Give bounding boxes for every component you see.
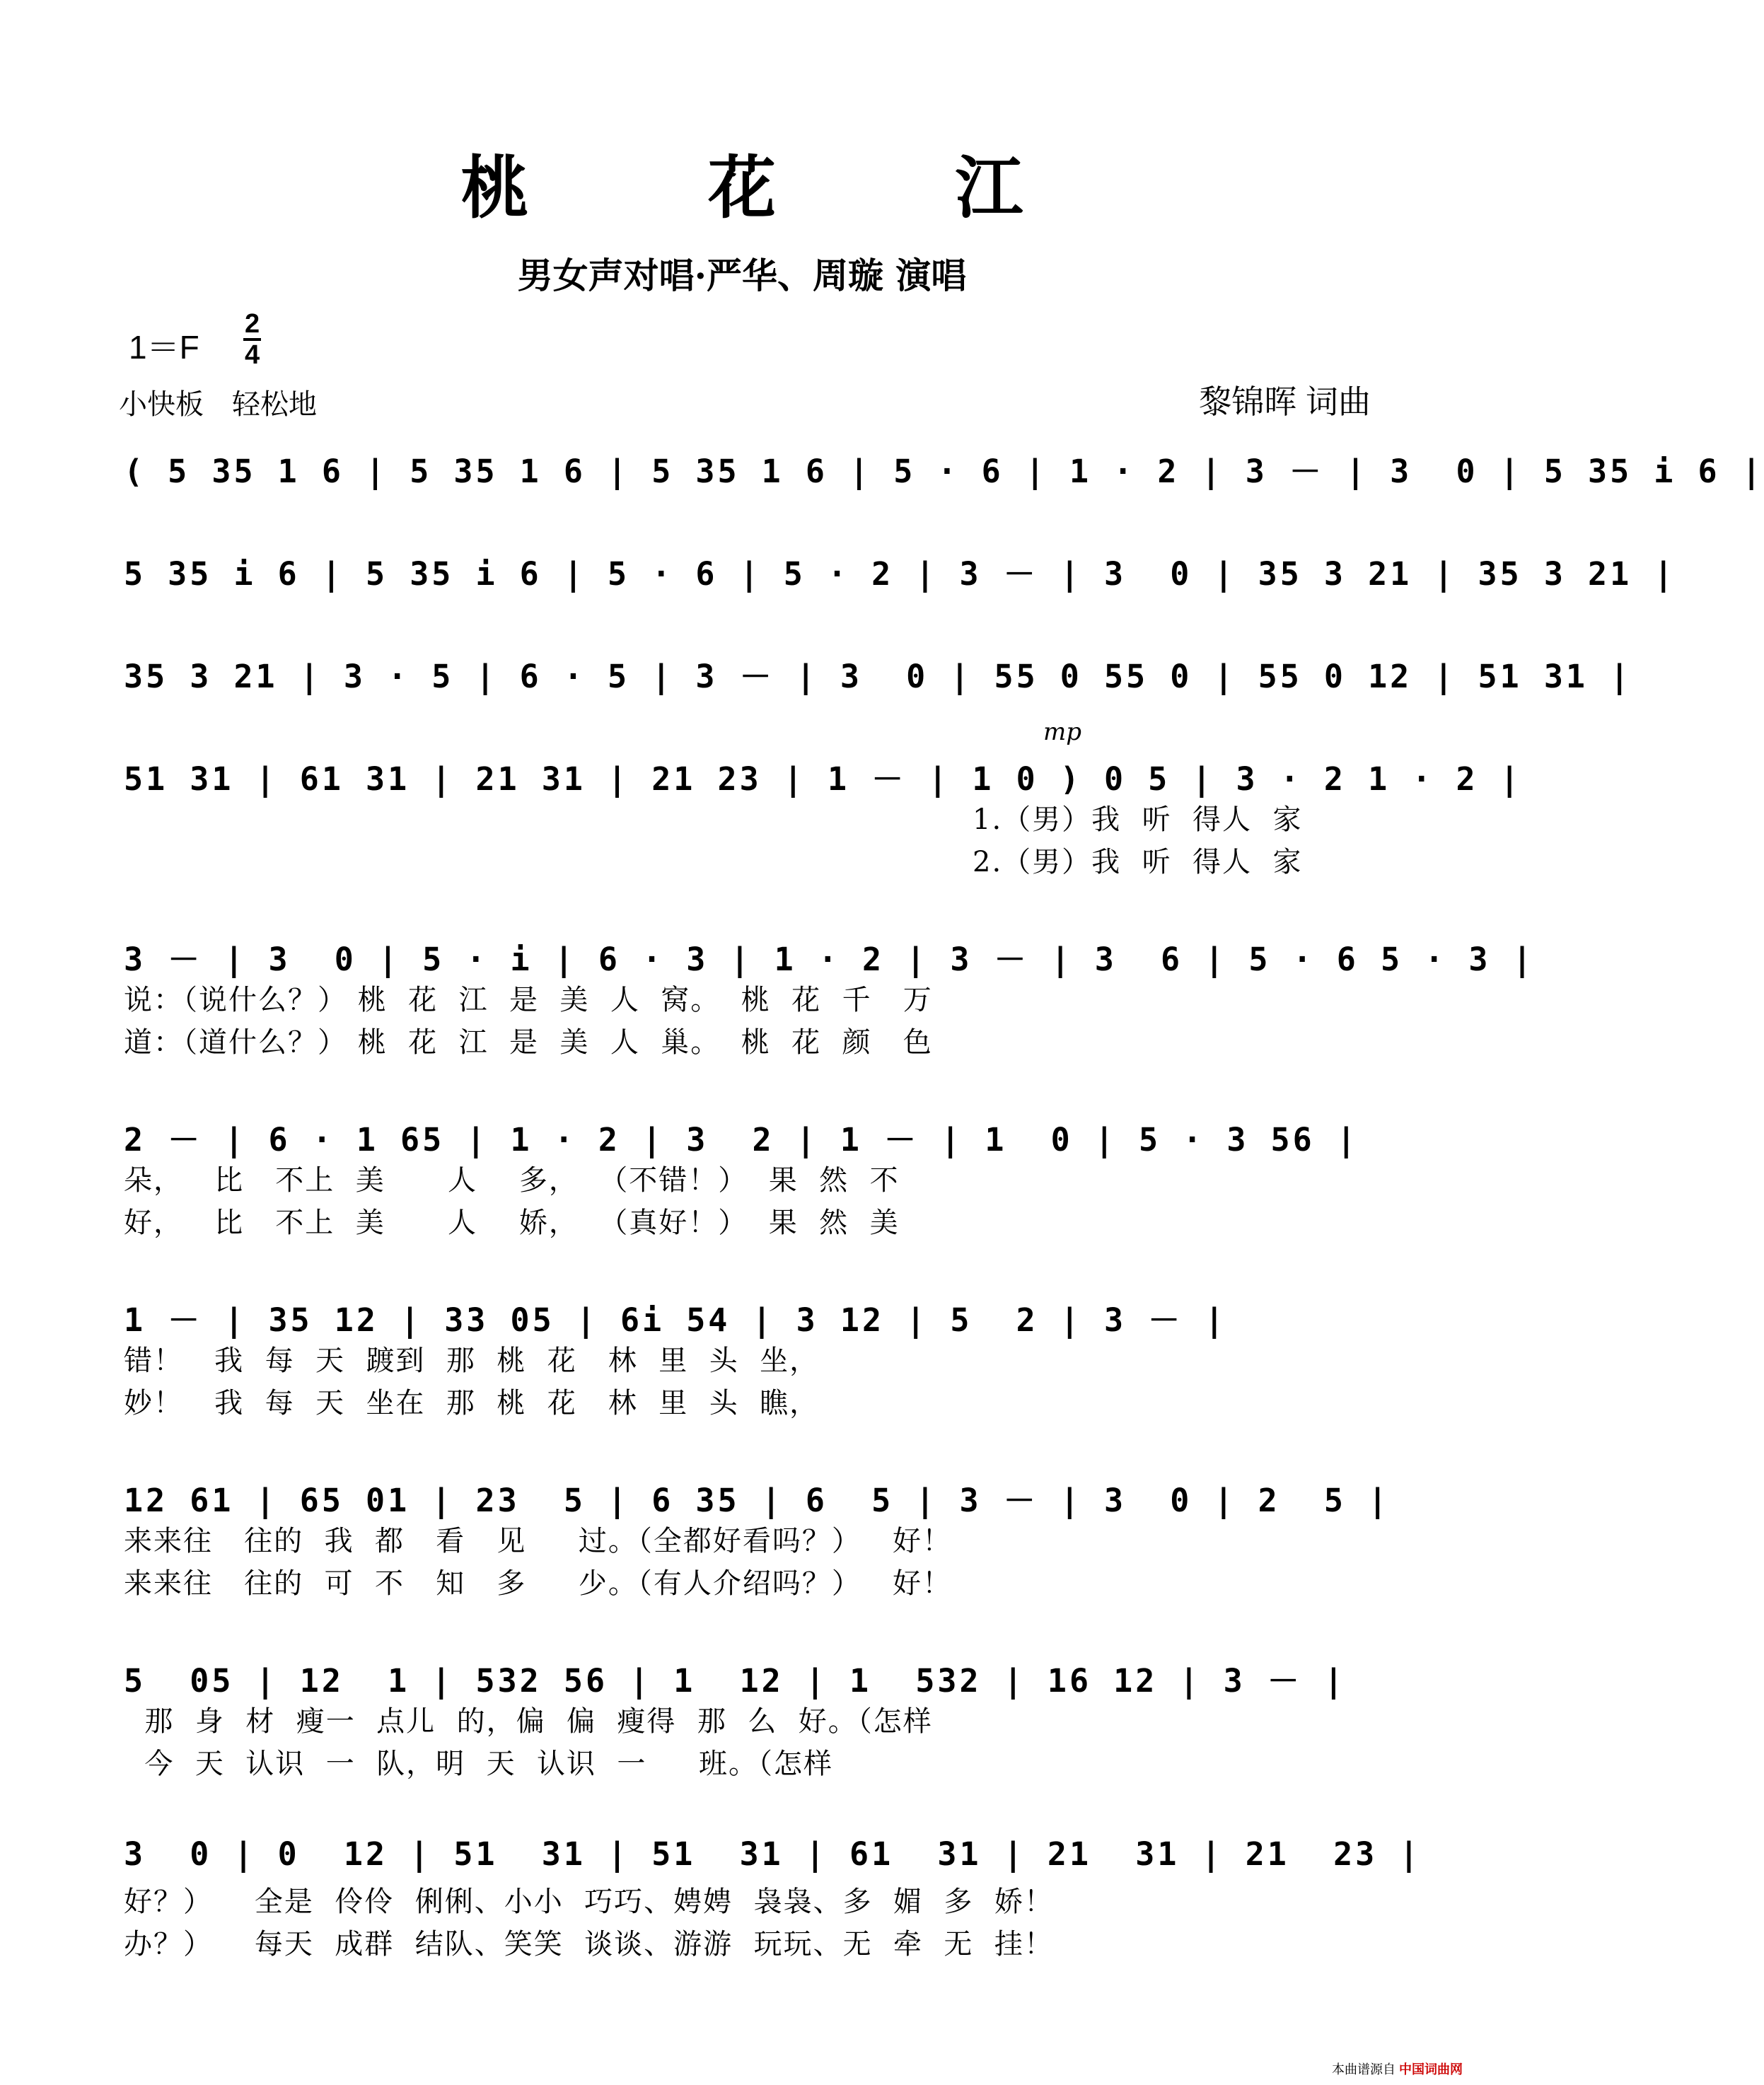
time-signature-top: 2 <box>243 310 261 341</box>
notation: 1 － | 35 12 | 33 05 | 6i 54 | 3 12 | 5 2 | 3 － | <box>124 1301 1227 1339</box>
lyric-verse-2: 来来往 往的 可 不 知 多 少。（有人介绍吗？） 好！ <box>124 1567 953 1600</box>
footer-prefix: 本曲谱源自 <box>1331 2062 1395 2077</box>
lyric-verse-2: 道：（道什么？） 桃 花 江 是 美 人 巢。 桃 花 颜 色 <box>124 1026 933 1059</box>
tempo-marking: 小快板 轻松地 <box>119 389 317 420</box>
notation: 5 35 i 6 | 5 35 i 6 | 5 · 6 | 5 · 2 | 3 － | 3 0 | 35 3 21 | 35 3 21 | <box>124 555 1676 593</box>
lyric-verse-1: 好？） 全是 伶伶 俐俐、小小 巧巧、娉娉 袅袅、多 媚 多 娇！ <box>124 1886 1054 1918</box>
subtitle: 男女声对唱·严华、周璇 演唱 <box>517 255 967 296</box>
notation: 3 0 | 0 12 | 51 31 | 51 31 | 61 31 | 21 31 | 21 23 | <box>124 1835 1422 1873</box>
lyric-verse-1: 1.（男）我 听 得人 家 <box>973 803 1303 836</box>
lyric-verse-2: 妙！ 我 每 天 坐在 那 桃 花 林 里 头 瞧， <box>124 1387 820 1419</box>
lyric-verse-1: 来来往 往的 我 都 看 见 过。（全都好看吗？） 好！ <box>124 1525 953 1557</box>
notation: 5 05 | 12 1 | 532 56 | 1 12 | 1 532 | 16 12 | 3 － | <box>124 1662 1346 1700</box>
lyric-verse-2: 好， 比 不上 美 人 娇， （真好！） 果 然 美 <box>124 1207 900 1239</box>
time-signature-bottom: 4 <box>245 340 260 370</box>
notation: 12 61 | 65 01 | 23 5 | 6 35 | 6 5 | 3 － | 3 0 | 2 5 | <box>124 1482 1391 1519</box>
lyric-verse-2: 办？） 每天 成群 结队、笑笑 谈谈、游游 玩玩、无 牵 无 挂！ <box>124 1928 1054 1961</box>
dynamic-mark: mp <box>1043 718 1082 746</box>
notation: 2 － | 6 · 1 65 | 1 · 2 | 3 2 | 1 － | 1 0 | 5 · 3 56 | <box>124 1121 1359 1158</box>
composer: 黎锦晖 词曲 <box>1199 383 1371 420</box>
time-signature <box>243 310 261 369</box>
page-title: 桃 花 江 <box>460 148 1101 228</box>
footer-credit <box>1332 2060 1463 2078</box>
lyric-verse-1: 错！ 我 每 天 踱到 那 桃 花 林 里 头 坐， <box>124 1344 820 1377</box>
notation: 35 3 21 | 3 · 5 | 6 · 5 | 3 － | 3 0 | 55 0 55 0 | 55 0 12 | 51 31 | <box>124 658 1632 695</box>
notation: ( 5 35 1 6 | 5 35 1 6 | 5 35 1 6 | 5 · 6 | 1 · 2 | 3 － | 3 0 | 5 35 i 6 | <box>124 453 1764 490</box>
key-signature: 1＝F <box>129 329 199 366</box>
lyric-verse-1: 说：（说什么？） 桃 花 江 是 美 人 窝。 桃 花 千 万 <box>124 984 933 1016</box>
lyric-verse-2: 今 天 认识 一 队，明 天 认识 一 班。（怎样 <box>124 1748 834 1780</box>
lyric-verse-2: 2.（男）我 听 得人 家 <box>973 846 1303 878</box>
lyric-verse-1: 那 身 材 瘦一 点儿 的，偏 偏 瘦得 那 么 好。（怎样 <box>124 1705 933 1738</box>
notation: 51 31 | 61 31 | 21 31 | 21 23 | 1 － | 1 0 ) 0 5 | 3 · 2 1 · 2 | <box>124 760 1522 798</box>
notation: 3 － | 3 0 | 5 · i | 6 · 3 | 1 · 2 | 3 － | 3 6 | 5 · 6 5 · 3 | <box>124 941 1535 978</box>
footer-brand-link[interactable]: 中国词曲网 <box>1399 2062 1463 2077</box>
lyric-verse-1: 朵， 比 不上 美 人 多， （不错！） 果 然 不 <box>124 1164 900 1197</box>
